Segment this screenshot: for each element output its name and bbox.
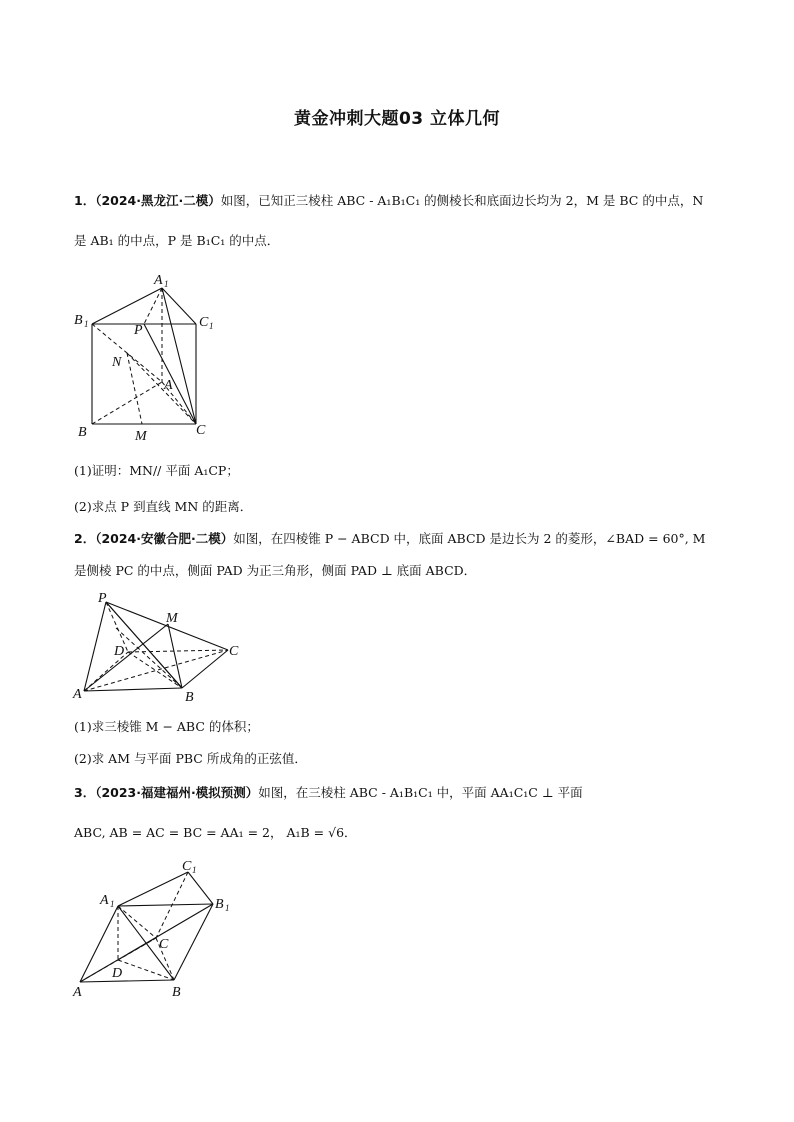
problem-2-line-1 [74,530,705,548]
problem-2-question-2: (2)求 AM 与平面 PBC 所成角的正弦值． [74,751,307,766]
problem-3-number: 3． [74,785,96,800]
label-M: M [135,429,147,444]
problem-1-prism-figure [70,270,230,445]
label-A1-sub: 1 [164,279,169,289]
label-M: M [166,611,178,626]
label-D: D [112,966,123,981]
problem-2-question-1: (1)求三棱锥 M − ABC 的体积； [74,719,259,734]
problem-2-pyramid-figure [70,588,250,708]
label-C1: C [182,859,192,874]
label-C1-sub: 1 [192,865,197,875]
label-B1-sub: 1 [84,319,89,329]
problem-3-line-2: ABC, AB = AC = BC = AA₁ = 2， A₁B = √6． [74,825,357,840]
label-P: P [134,323,143,338]
problem-1-number: 1． [74,193,96,208]
label-A: A [73,687,82,702]
problem-3-source: （2023·福建福州·模拟预测） [95,785,259,800]
label-B1: B [74,313,83,328]
label-B1: B [215,897,224,912]
problem-1-line-2: 是 AB₁ 的中点，P 是 B₁C₁ 的中点． [74,233,280,248]
label-C: C [196,423,206,438]
problem-2-source: （2024·安徽合肥·二模） [95,531,234,546]
label-A: A [73,985,82,1000]
page-title: 黄金冲刺大题03 立体几何 [293,109,501,129]
label-B: B [185,690,194,705]
label-B: B [172,985,181,1000]
label-B: B [78,425,87,440]
problem-1-question-1: (1)证明：MN// 平面 A₁CP； [74,463,239,478]
label-N: N [112,355,122,370]
label-C1-sub: 1 [209,321,214,331]
problem-3-prism-figure [70,856,240,1001]
label-P: P [98,591,107,606]
problem-3-line-1 [74,784,583,802]
problem-1-line-1 [74,192,703,210]
label-A1: A [100,893,109,908]
label-A1: A [154,273,163,288]
problem-1-question-2: (2)求点 P 到直线 MN 的距离． [74,499,253,514]
label-C1: C [199,315,209,330]
label-D: D [114,644,125,659]
label-C: C [229,644,239,659]
problem-3-text-1: 如图，在三棱柱 ABC - A₁B₁C₁ 中，平面 AA₁C₁C ⊥ 平面 [258,785,583,800]
label-A: A [164,378,173,393]
label-C: C [159,937,169,952]
problem-2-text-1: 如图，在四棱锥 P − ABCD 中，底面 ABCD 是边长为 2 的菱形，∠BAD = 60°, M [233,531,706,546]
problem-2-line-2: 是侧棱 PC 的中点，侧面 PAD 为正三角形，侧面 PAD ⊥ 底面 ABCD． [74,563,477,578]
label-B1-sub: 1 [225,903,230,913]
problem-1-text-1: 如图，已知正三棱柱 ABC - A₁B₁C₁ 的侧棱长和底面边长均为 2，M 是 BC 的中点，N [220,193,704,208]
label-A1-sub: 1 [110,899,115,909]
problem-2-number: 2． [74,531,96,546]
problem-1-source: （2024·黑龙江·二模） [95,193,221,208]
